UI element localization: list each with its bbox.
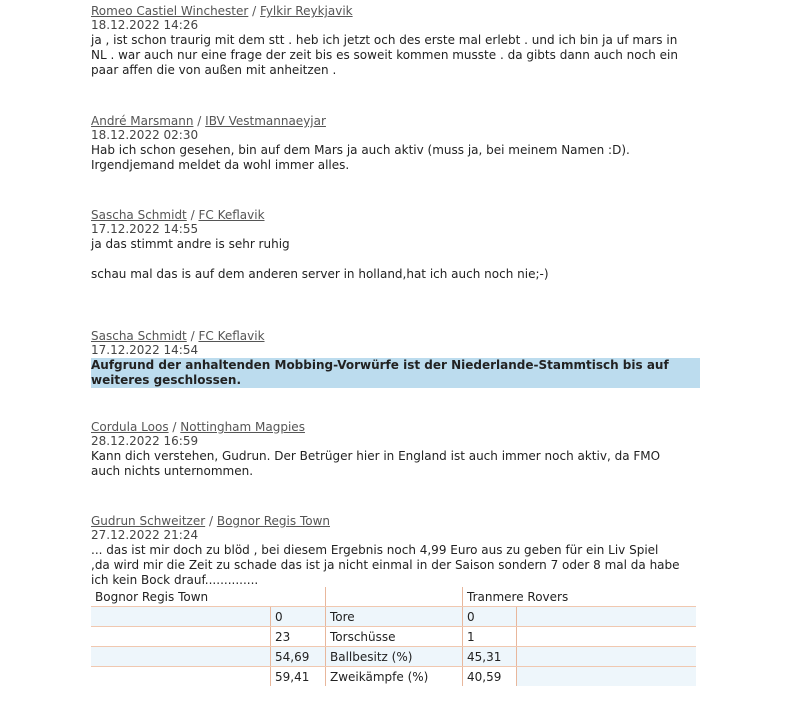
- announcement-box: [91, 358, 700, 388]
- forum-post: [91, 420, 701, 479]
- post-date: 18.12.2022 14:26: [91, 18, 199, 32]
- post-date: 17.12.2022 14:54: [91, 343, 199, 357]
- stat-label: Torschüsse: [326, 627, 463, 647]
- away-team-name: Tranmere Rovers: [463, 587, 697, 607]
- team-link[interactable]: Nottingham Magpies: [180, 420, 305, 434]
- post-line: ja , ist schon traurig mit dem stt . heb ich jetzt och des erste mal erlebt . und ich bin ja uf mars in: [91, 33, 678, 47]
- away-value: 0: [463, 607, 517, 627]
- team-link[interactable]: Bognor Regis Town: [216, 514, 330, 528]
- author-link[interactable]: André Marsmann: [91, 114, 194, 128]
- match-stats-table: [91, 587, 696, 686]
- stats-row: [91, 607, 696, 627]
- post-line: ja das stimmt andre is sehr ruhig: [91, 237, 290, 251]
- forum-post: [91, 4, 701, 78]
- post-line: paar affen die von außen mit anheitzen .: [91, 63, 337, 77]
- home-blank-cell: [91, 627, 271, 647]
- post-meta: [91, 114, 701, 128]
- home-value: 54,69: [271, 647, 326, 667]
- post-meta: [91, 4, 701, 18]
- team-link[interactable]: FC Keflavik: [198, 208, 265, 222]
- author-link[interactable]: Sascha Schmidt: [91, 329, 187, 343]
- away-value: 40,59: [463, 667, 517, 687]
- stats-row: [91, 647, 696, 667]
- post-body: [91, 449, 701, 479]
- post-date: 28.12.2022 16:59: [91, 434, 199, 448]
- separator: /: [190, 208, 195, 222]
- home-blank-cell: [91, 647, 271, 667]
- author-link[interactable]: Sascha Schmidt: [91, 208, 187, 222]
- home-value: 0: [271, 607, 326, 627]
- home-blank-cell: [91, 667, 271, 687]
- away-value: 45,31: [463, 647, 517, 667]
- away-blank-cell: [517, 627, 697, 647]
- post-date: 18.12.2022 02:30: [91, 128, 199, 142]
- post-meta: [91, 329, 701, 343]
- post-meta: [91, 420, 701, 434]
- separator: /: [197, 114, 202, 128]
- post-meta: [91, 208, 701, 222]
- team-link[interactable]: IBV Vestmannaeyjar: [205, 114, 326, 128]
- separator: /: [172, 420, 177, 434]
- post-line: Kann dich verstehen, Gudrun. Der Betrüger hier in England ist auch immer noch aktiv, da FMO: [91, 449, 661, 463]
- team-link[interactable]: Fylkir Reykjavik: [260, 4, 353, 18]
- forum-post: [91, 514, 701, 588]
- blank-line: [91, 252, 701, 267]
- post-body: [91, 143, 701, 173]
- home-blank-cell: [91, 607, 271, 627]
- post-line: auch nichts unternommen.: [91, 464, 254, 478]
- post-line: Hab ich schon gesehen, bin auf dem Mars ja auch aktiv (muss ja, bei meinem Namen :D).: [91, 143, 630, 157]
- separator: /: [252, 4, 257, 18]
- post-date: 17.12.2022 14:55: [91, 222, 199, 236]
- post-line: ,da wird mir die Zeit zu schade das ist ja nicht einmal in der Saison sondern 7 oder 8 mal da habe: [91, 558, 680, 572]
- separator: /: [190, 329, 195, 343]
- author-link[interactable]: Cordula Loos: [91, 420, 169, 434]
- author-link[interactable]: Romeo Castiel Winchester: [91, 4, 249, 18]
- forum-post: [91, 208, 701, 282]
- header-spacer: [326, 587, 463, 607]
- away-blank-cell: [517, 607, 697, 627]
- forum-post: [91, 329, 701, 388]
- stats-row: [91, 627, 696, 647]
- team-link[interactable]: FC Keflavik: [198, 329, 265, 343]
- home-team-name: Bognor Regis Town: [91, 587, 326, 607]
- stats-row: [91, 667, 696, 687]
- post-line: Aufgrund der anhaltenden Mobbing-Vorwürfe ist der Niederlande-Stammtisch bis auf: [91, 358, 669, 372]
- home-value: 23: [271, 627, 326, 647]
- post-body: [91, 33, 701, 78]
- away-blank-cell: [517, 667, 697, 687]
- post-line: ich kein Bock drauf..............: [91, 573, 259, 587]
- stats-header-row: [91, 587, 696, 607]
- away-value: 1: [463, 627, 517, 647]
- post-line: NL . war auch nur eine frage der zeit bis es soweit kommen musste . da gibts dann auch noch ein: [91, 48, 678, 62]
- separator: /: [208, 514, 214, 528]
- away-blank-cell: [517, 647, 697, 667]
- stat-label: Tore: [326, 607, 463, 627]
- post-line: ... das ist mir doch zu blöd , bei diesem Ergebnis noch 4,99 Euro aus zu geben für ein Liv Spiel: [91, 543, 659, 557]
- home-value: 59,41: [271, 667, 326, 687]
- forum-post: [91, 114, 701, 173]
- post-body: [91, 543, 701, 588]
- stat-label: Zweikämpfe (%): [326, 667, 463, 687]
- post-body: [91, 237, 701, 282]
- post-line: schau mal das is auf dem anderen server in holland,hat ich auch noch nie;-): [91, 267, 549, 281]
- author-link[interactable]: Gudrun Schweitzer: [91, 514, 206, 528]
- post-date: 27.12.2022 21:24: [91, 528, 199, 542]
- post-line: Irgendjemand meldet da wohl immer alles.: [91, 158, 350, 172]
- post-meta: [91, 514, 701, 528]
- stat-label: Ballbesitz (%): [326, 647, 463, 667]
- post-line: weiteres geschlossen.: [91, 373, 241, 387]
